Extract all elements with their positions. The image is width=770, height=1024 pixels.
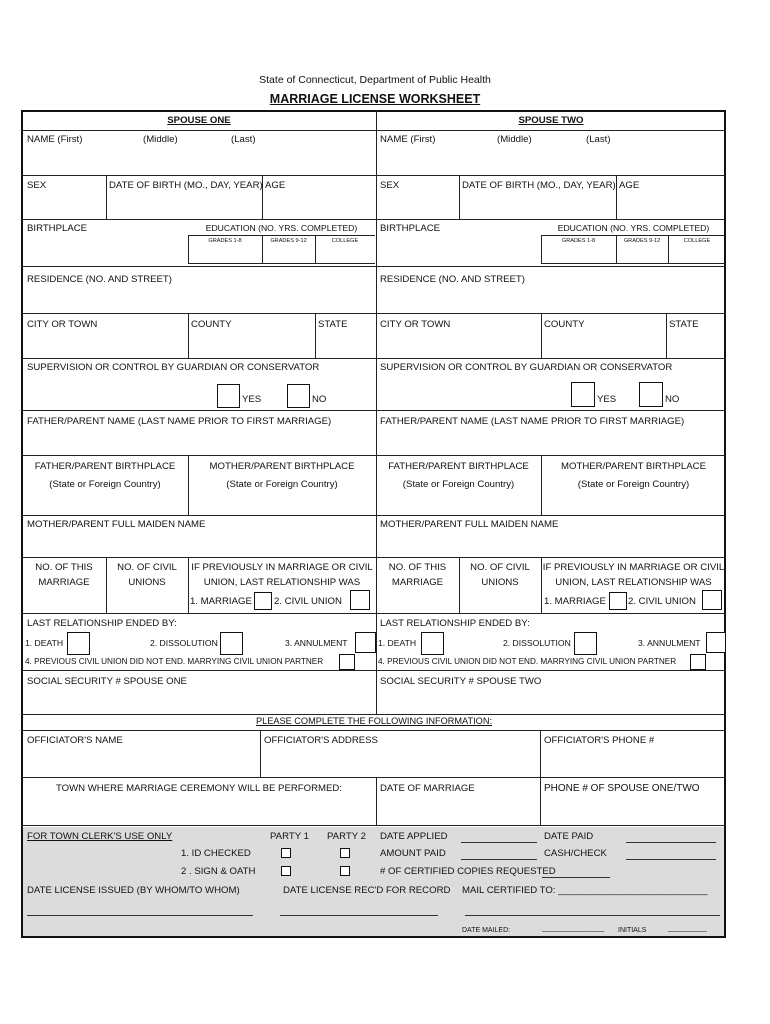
s1-county-label: COUNTY	[191, 319, 232, 330]
s1-father-birthplace-hint: (State or Foreign Country)	[49, 479, 161, 490]
s2-dob-label: DATE OF BIRTH (MO., DAY, YEAR)	[462, 180, 616, 191]
s2-no-civil-2: UNIONS	[481, 577, 519, 588]
s1-death-checkbox[interactable]	[67, 632, 90, 655]
s2-dissolution-checkbox[interactable]	[574, 632, 597, 655]
s2-dissolution-label: 2. DISSOLUTION	[503, 638, 571, 648]
s1-prev-marriage-checkbox[interactable]	[254, 592, 272, 610]
officiator-phone-label: OFFICIATOR'S PHONE #	[544, 735, 655, 746]
s1-no-this-marriage-2: MARRIAGE	[38, 577, 90, 588]
s1-no-civil-2: UNIONS	[128, 577, 166, 588]
s1-mother-birthplace-hint: (State or Foreign Country)	[226, 479, 338, 490]
s1-prev-relationship-1: IF PREVIOUSLY IN MARRIAGE OR CIVIL	[191, 562, 373, 573]
id-checked-label: 1. ID CHECKED	[181, 848, 251, 859]
s2-father-name-label: FATHER/PARENT NAME (LAST NAME PRIOR TO FIRST MARRIAGE)	[380, 416, 685, 427]
s1-yes-label: YES	[242, 394, 262, 405]
s2-supervision-no-checkbox[interactable]	[639, 382, 663, 407]
s1-dissolution-checkbox[interactable]	[220, 632, 243, 655]
license-recd-blank[interactable]	[280, 915, 438, 916]
date-applied-blank[interactable]	[461, 842, 537, 843]
license-issued-blank[interactable]	[27, 915, 253, 916]
mail-address-blank[interactable]	[465, 915, 720, 916]
s2-annulment-label: 3. ANNULMENT	[638, 638, 701, 648]
s1-education-label: EDUCATION (NO. YRS. COMPLETED)	[205, 223, 358, 233]
party1-label: PARTY 1	[270, 831, 309, 842]
s1-supervision-no-checkbox[interactable]	[287, 384, 310, 408]
s1-no-this-marriage-1: NO. OF THIS	[35, 562, 93, 573]
date-paid-blank[interactable]	[626, 842, 716, 843]
spouse-two-heading: SPOUSE TWO	[518, 115, 584, 126]
s2-prev-civil-union-checkbox[interactable]	[702, 590, 722, 610]
form-title: MARRIAGE LICENSE WORKSHEET	[269, 92, 481, 106]
date-mailed-label: DATE MAILED:	[462, 927, 511, 934]
s2-prev-marriage-checkbox[interactable]	[609, 592, 627, 610]
clerk-use-heading: FOR TOWN CLERK'S USE ONLY	[27, 831, 173, 842]
s1-father-birthplace-label: FATHER/PARENT BIRTHPLACE	[34, 461, 176, 472]
s1-name-last-label: (Last)	[231, 134, 256, 145]
marriage-date-label: DATE OF MARRIAGE	[380, 783, 475, 794]
s2-residence-label: RESIDENCE (NO. AND STREET)	[380, 274, 525, 285]
clerk-section-shade	[23, 827, 724, 936]
s1-dissolution-label: 2. DISSOLUTION	[150, 638, 218, 648]
s2-grades-9-12: GRADES 9-12	[623, 238, 661, 244]
s2-grades-1-8: GRADES 1-8	[561, 238, 596, 244]
s2-state-label: STATE	[669, 319, 699, 330]
s1-ssn-label: SOCIAL SECURITY # SPOUSE ONE	[27, 676, 187, 687]
s2-supervision-label: SUPERVISION OR CONTROL BY GUARDIAN OR CONSERVATOR	[380, 362, 673, 373]
s1-annulment-checkbox[interactable]	[355, 632, 376, 653]
s1-annulment-label: 3. ANNULMENT	[285, 638, 348, 648]
date-applied-label: DATE APPLIED	[380, 831, 448, 842]
s2-name-last-label: (Last)	[586, 134, 611, 145]
s1-name-first-label: NAME (First)	[27, 134, 83, 145]
s1-supervision-yes-checkbox[interactable]	[217, 384, 240, 408]
s2-last-ended-label: LAST RELATIONSHIP ENDED BY:	[380, 618, 530, 629]
s2-father-birthplace-hint: (State or Foreign Country)	[402, 479, 515, 490]
s1-last-ended-label: LAST RELATIONSHIP ENDED BY:	[27, 618, 177, 629]
s1-residence-label: RESIDENCE (NO. AND STREET)	[27, 274, 172, 285]
s2-father-birthplace-label: FATHER/PARENT BIRTHPLACE	[388, 461, 529, 472]
cash-check-label: CASH/CHECK	[544, 848, 607, 859]
mail-certified-label: MAIL CERTIFIED TO: ____________________________	[462, 885, 708, 896]
s2-mother-birthplace-label: MOTHER/PARENT BIRTHPLACE	[561, 461, 706, 472]
party2-oath-checkbox[interactable]	[340, 866, 350, 876]
s1-city-label: CITY OR TOWN	[27, 319, 98, 330]
s1-father-name-label: FATHER/PARENT NAME (LAST NAME PRIOR TO FIRST MARRIAGE)	[27, 416, 332, 427]
cash-check-blank[interactable]	[626, 859, 716, 860]
copies-requested-blank[interactable]	[542, 877, 610, 878]
s2-prev-civil-checkbox[interactable]	[690, 654, 706, 670]
spouse-phone-label: PHONE # OF SPOUSE ONE/TWO	[544, 783, 700, 794]
s2-college: COLLEGE	[683, 238, 711, 244]
s2-yes-label: YES	[597, 394, 617, 405]
s1-mother-maiden-label: MOTHER/PARENT FULL MAIDEN NAME	[27, 519, 206, 530]
s2-supervision-yes-checkbox[interactable]	[571, 382, 595, 407]
s1-state-label: STATE	[318, 319, 348, 330]
s1-college: COLLEGE	[331, 238, 359, 244]
s1-birthplace-label: BIRTHPLACE	[27, 223, 88, 234]
s2-county-label: COUNTY	[544, 319, 585, 330]
sign-oath-label: 2 . SIGN & OATH	[181, 866, 256, 877]
party2-label: PARTY 2	[327, 831, 366, 842]
s2-prev-civil-label: 4. PREVIOUS CIVIL UNION DID NOT END. MARRYING CIVIL UNION PARTNER	[378, 657, 677, 666]
s1-dob-label: DATE OF BIRTH (MO., DAY, YEAR)	[109, 180, 263, 191]
s2-name-first-label: NAME (First)	[380, 134, 436, 145]
s2-no-label: NO	[665, 394, 680, 405]
copies-requested-label: # OF CERTIFIED COPIES REQUESTED	[380, 866, 556, 877]
party1-id-checkbox[interactable]	[281, 848, 291, 858]
s2-city-label: CITY OR TOWN	[380, 319, 451, 330]
s2-sex-label: SEX	[380, 180, 400, 191]
s2-prev-relationship-1: IF PREVIOUSLY IN MARRIAGE OR CIVIL	[542, 562, 725, 573]
officiator-address-label: OFFICIATOR'S ADDRESS	[264, 735, 378, 746]
s2-prev-relationship-2: UNION, LAST RELATIONSHIP WAS	[555, 577, 712, 588]
s1-opt-civil-label: 2. CIVIL UNION	[274, 596, 342, 607]
s1-prev-relationship-2: UNION, LAST RELATIONSHIP WAS	[203, 577, 361, 588]
s1-prev-civil-label: 4. PREVIOUS CIVIL UNION DID NOT END. MARRYING CIVIL UNION PARTNER	[25, 657, 324, 666]
s2-mother-birthplace-hint: (State or Foreign Country)	[577, 479, 690, 490]
s1-no-label: NO	[312, 394, 327, 405]
s2-death-checkbox[interactable]	[421, 632, 444, 655]
s1-death-label: 1. DEATH	[25, 638, 64, 648]
s2-ssn-label: SOCIAL SECURITY # SPOUSE TWO	[380, 676, 542, 687]
party2-id-checkbox[interactable]	[340, 848, 350, 858]
party1-oath-checkbox[interactable]	[281, 866, 291, 876]
date-mailed-blank[interactable]: ________________	[542, 925, 605, 932]
license-issued-label: DATE LICENSE ISSUED (BY WHOM/TO WHOM)	[27, 885, 240, 896]
s2-education-label: EDUCATION (NO. YRS. COMPLETED)	[557, 223, 710, 233]
s1-grades-1-8: GRADES 1-8	[208, 238, 242, 244]
s1-prev-civil-union-checkbox[interactable]	[350, 590, 370, 610]
date-paid-label: DATE PAID	[544, 831, 594, 842]
s2-age-label: AGE	[619, 180, 640, 191]
s1-opt-marriage-label: 1. MARRIAGE	[190, 596, 252, 607]
s1-sex-label: SEX	[27, 180, 47, 191]
s1-age-label: AGE	[265, 180, 286, 191]
s2-opt-marriage-label: 1. MARRIAGE	[544, 596, 606, 607]
initials-blank[interactable]: __________	[668, 925, 707, 932]
complete-info-notice: PLEASE COMPLETE THE FOLLOWING INFORMATION:	[255, 716, 493, 726]
s1-prev-civil-checkbox[interactable]	[339, 654, 355, 670]
spouse-one-heading: SPOUSE ONE	[167, 115, 231, 126]
s2-annulment-checkbox[interactable]	[706, 632, 726, 653]
s1-supervision-label: SUPERVISION OR CONTROL BY GUARDIAN OR CONSERVATOR	[27, 362, 320, 373]
s2-no-this-marriage-1: NO. OF THIS	[388, 562, 447, 573]
amount-paid-label: AMOUNT PAID	[380, 848, 446, 859]
s1-no-civil-1: NO. OF CIVIL	[117, 562, 177, 573]
initials-label: INITIALS	[618, 927, 647, 934]
s1-mother-birthplace-label: MOTHER/PARENT BIRTHPLACE	[209, 461, 355, 472]
s2-death-label: 1. DEATH	[378, 638, 417, 648]
ceremony-town-label: TOWN WHERE MARRIAGE CEREMONY WILL BE PERFORMED:	[55, 783, 343, 794]
s2-no-this-marriage-2: MARRIAGE	[391, 577, 444, 588]
s1-name-middle-label: (Middle)	[143, 134, 178, 145]
amount-paid-blank[interactable]	[461, 859, 537, 860]
license-recd-label: DATE LICENSE REC'D FOR RECORD	[283, 885, 451, 896]
agency-name: State of Connecticut, Department of Public Health	[259, 74, 491, 86]
officiator-name-label: OFFICIATOR'S NAME	[27, 735, 123, 746]
s2-mother-maiden-label: MOTHER/PARENT FULL MAIDEN NAME	[380, 519, 559, 530]
s2-no-civil-1: NO. OF CIVIL	[470, 562, 530, 573]
s2-opt-civil-label: 2. CIVIL UNION	[628, 596, 696, 607]
s2-birthplace-label: BIRTHPLACE	[380, 223, 441, 234]
s1-grades-9-12: GRADES 9-12	[270, 238, 307, 244]
s2-name-middle-label: (Middle)	[497, 134, 532, 145]
